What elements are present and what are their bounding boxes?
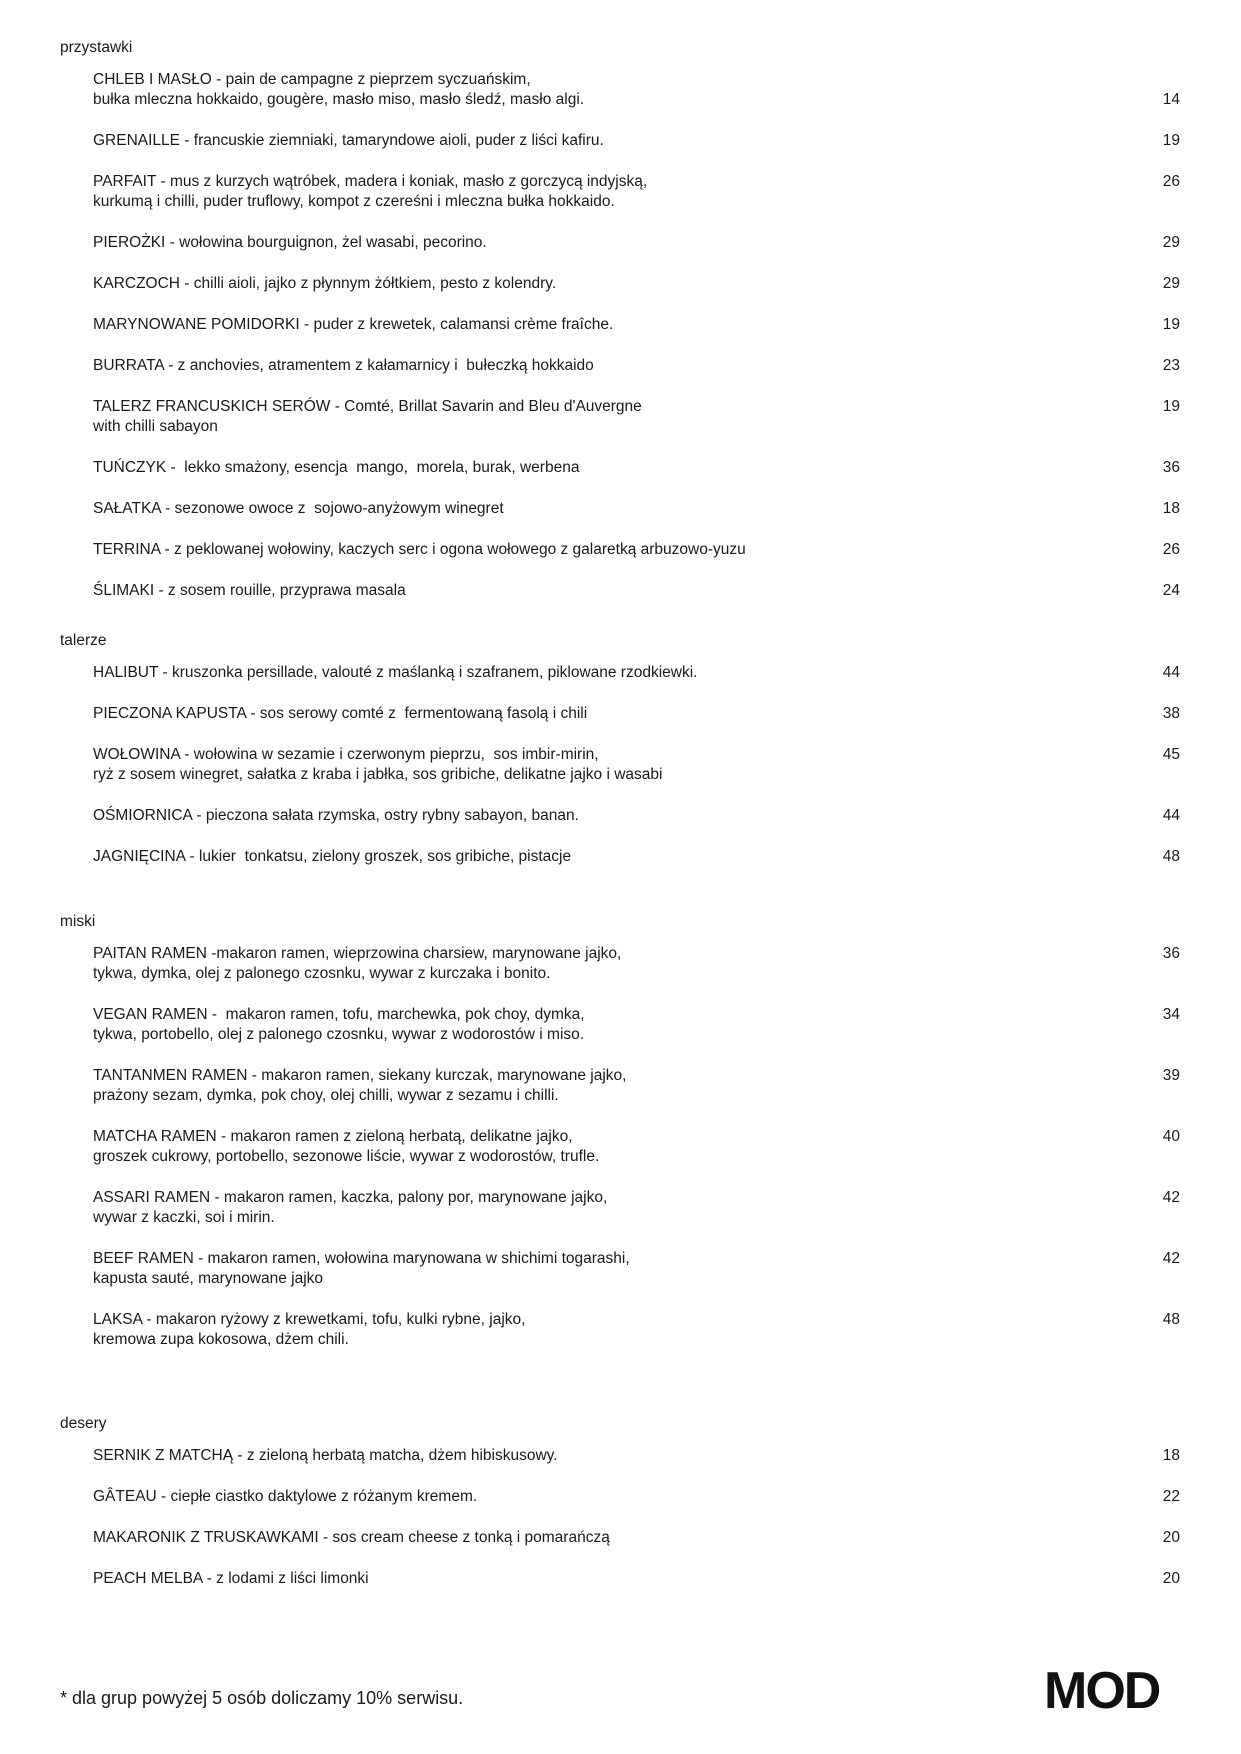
menu-items	[93, 1446, 1180, 1589]
menu-item-description	[93, 1528, 853, 1548]
menu-item-price: 39	[1162, 1067, 1180, 1084]
description-line: CHLEB I MASŁO - pain de campagne z pieprzem syczuańskim,	[93, 71, 531, 88]
description-line: ASSARI RAMEN - makaron ramen, kaczka, palony por, marynowane jajko,	[93, 1189, 608, 1206]
menu-item-description	[93, 131, 853, 151]
description-line: JAGNIĘCINA - lukier tonkatsu, zielony groszek, sos gribiche, pistacje	[93, 848, 572, 865]
menu-item-description	[93, 581, 853, 601]
menu-item	[93, 70, 1180, 110]
menu-item-price: 14	[1162, 91, 1180, 108]
description-line: GÂTEAU - ciepłe ciastko daktylowe z różanym kremem.	[93, 1488, 478, 1505]
description-line: groszek cukrowy, portobello, sezonowe liście, wywar z wodorostów, trufle.	[93, 1148, 600, 1165]
description-line: PARFAIT - mus z kurzych wątróbek, madera i koniak, masło z gorczycą indyjską,	[93, 173, 648, 190]
description-line: with chilli sabayon	[93, 418, 218, 435]
description-line: GRENAILLE - francuskie ziemniaki, tamaryndowe aioli, puder z liści kafiru.	[93, 132, 604, 149]
menu-item-description	[93, 1569, 853, 1589]
description-line: WOŁOWINA - wołowina w sezamie i czerwonym pieprzu, sos imbir-mirin,	[93, 746, 599, 763]
mod-logo: MOD	[1044, 1662, 1160, 1720]
menu-item-description	[93, 1310, 853, 1350]
menu-item-price: 44	[1162, 807, 1180, 824]
description-line: TALERZ FRANCUSKICH SERÓW - Comté, Brillat Savarin and Bleu d'Auvergne	[93, 398, 642, 415]
menu-item-price: 18	[1162, 1447, 1180, 1464]
menu-item-description	[93, 806, 853, 826]
menu-item-price: 19	[1162, 132, 1180, 149]
menu-item-description	[93, 1249, 853, 1289]
menu-item-price: 29	[1162, 275, 1180, 292]
description-line: BURRATA - z anchovies, atramentem z kałamarnicy i bułeczką hokkaido	[93, 357, 594, 374]
section-talerze	[60, 631, 1180, 888]
section-title: miski	[60, 913, 96, 930]
menu-item-price: 48	[1162, 848, 1180, 865]
menu-item	[93, 233, 1180, 253]
menu-item	[93, 540, 1180, 560]
menu-item-price: 19	[1162, 316, 1180, 333]
menu-item	[93, 1487, 1180, 1507]
service-footnote: * dla grup powyżej 5 osób doliczamy 10% serwisu.	[60, 1688, 464, 1708]
description-line: tykwa, portobello, olej z palonego czosnku, wywar z wodorostów i miso.	[93, 1026, 585, 1043]
menu-item	[93, 745, 1180, 785]
menu-item-description	[93, 704, 853, 724]
menu-item	[93, 847, 1180, 867]
description-line: ryż z sosem winegret, sałatka z kraba i jabłka, sos gribiche, delikatne jajko i wasabi	[93, 766, 663, 783]
menu-item-price: 18	[1162, 500, 1180, 517]
description-line: LAKSA - makaron ryżowy z krewetkami, tofu, kulki rybne, jajko,	[93, 1311, 526, 1328]
description-line: wywar z kaczki, soi i mirin.	[93, 1209, 275, 1226]
description-line: ŚLIMAKI - z sosem rouille, przyprawa masala	[93, 582, 406, 599]
menu-item	[93, 1249, 1180, 1289]
menu-item	[93, 1188, 1180, 1228]
menu-item	[93, 499, 1180, 519]
menu-item-price: 38	[1162, 705, 1180, 722]
menu-item	[93, 1446, 1180, 1466]
menu-item-price: 23	[1162, 357, 1180, 374]
menu-item-price: 34	[1162, 1006, 1180, 1023]
description-line: PEACH MELBA - z lodami z liści limonki	[93, 1570, 369, 1587]
menu-item-description	[93, 1487, 853, 1507]
menu-item-description	[93, 1127, 853, 1167]
section-miski	[60, 912, 1180, 1371]
description-line: kremowa zupa kokosowa, dżem chili.	[93, 1331, 349, 1348]
description-line: VEGAN RAMEN - makaron ramen, tofu, marchewka, pok choy, dymka,	[93, 1006, 585, 1023]
description-line: OŚMIORNICA - pieczona sałata rzymska, ostry rybny sabayon, banan.	[93, 807, 579, 824]
menu-item-description	[93, 663, 853, 683]
description-line: MAKARONIK Z TRUSKAWKAMI - sos cream cheese z tonką i pomarańczą	[93, 1529, 610, 1546]
menu-item-description	[93, 499, 853, 519]
menu-item	[93, 806, 1180, 826]
menu-item-description	[93, 944, 853, 984]
menu-item-description	[93, 233, 853, 253]
menu-item-price: 26	[1162, 541, 1180, 558]
description-line: MATCHA RAMEN - makaron ramen z zieloną herbatą, delikatne jajko,	[93, 1128, 573, 1145]
description-line: kapusta sauté, marynowane jajko	[93, 1270, 324, 1287]
menu-item-price: 24	[1162, 582, 1180, 599]
menu-item-description	[93, 315, 853, 335]
menu-item	[93, 1528, 1180, 1548]
menu-item	[93, 944, 1180, 984]
menu-item	[93, 1005, 1180, 1045]
menu-item-description	[93, 540, 853, 560]
section-przystawki	[60, 38, 1180, 622]
menu-item-price: 29	[1162, 234, 1180, 251]
description-line: tykwa, dymka, olej z palonego czosnku, wywar z kurczaka i bonito.	[93, 965, 551, 982]
menu-item-description	[93, 1066, 853, 1106]
menu-item	[93, 1310, 1180, 1350]
menu-item	[93, 397, 1180, 437]
menu-item-description	[93, 172, 853, 212]
description-line: PAITAN RAMEN -makaron ramen, wieprzowina charsiew, marynowane jajko,	[93, 945, 622, 962]
menu-item-price: 40	[1162, 1128, 1180, 1145]
section-title: desery	[60, 1415, 107, 1432]
menu-item	[93, 1127, 1180, 1167]
menu-item-price: 20	[1162, 1529, 1180, 1546]
description-line: TERRINA - z peklowanej wołowiny, kaczych serc i ogona wołowego z galaretką arbuzowo-yuzu	[93, 541, 746, 558]
menu-item-description	[93, 745, 853, 785]
description-line: TUŃCZYK - lekko smażony, esencja mango, morela, burak, werbena	[93, 459, 580, 476]
menu-item-description	[93, 1188, 853, 1228]
menu-items	[93, 663, 1180, 867]
description-line: MARYNOWANE POMIDORKI - puder z krewetek, calamansi crème fraîche.	[93, 316, 614, 333]
menu-item-description	[93, 847, 853, 867]
description-line: prażony sezam, dymka, pok choy, olej chilli, wywar z sezamu i chilli.	[93, 1087, 559, 1104]
description-line: KARCZOCH - chilli aioli, jajko z płynnym żółtkiem, pesto z kolendry.	[93, 275, 557, 292]
menu-item-price: 26	[1162, 173, 1180, 190]
menu-item-price: 36	[1162, 945, 1180, 962]
description-line: HALIBUT - kruszonka persillade, valouté z maślanką i szafranem, piklowane rzodkiewki.	[93, 664, 698, 681]
menu-item-price: 45	[1162, 746, 1180, 763]
menu-item	[93, 172, 1180, 212]
menu-item-price: 48	[1162, 1311, 1180, 1328]
description-line: SAŁATKA - sezonowe owoce z sojowo-anyżowym winegret	[93, 500, 504, 517]
menu-item-price: 44	[1162, 664, 1180, 681]
menu-item-price: 20	[1162, 1570, 1180, 1587]
menu-item-description	[93, 1446, 853, 1466]
menu-item-price: 22	[1162, 1488, 1180, 1505]
menu-item	[93, 581, 1180, 601]
menu-item-description	[93, 1005, 853, 1045]
menu-item-price: 19	[1162, 398, 1180, 415]
menu-item	[93, 1569, 1180, 1589]
description-line: BEEF RAMEN - makaron ramen, wołowina marynowana w shichimi togarashi,	[93, 1250, 630, 1267]
description-line: PIEROŻKI - wołowina bourguignon, żel wasabi, pecorino.	[93, 234, 487, 251]
menu-item-price: 42	[1162, 1250, 1180, 1267]
menu-item-description	[93, 356, 853, 376]
menu-item-description	[93, 274, 853, 294]
section-title: talerze	[60, 632, 107, 649]
menu-item-description	[93, 70, 853, 110]
menu-item-price: 36	[1162, 459, 1180, 476]
menu-item	[93, 315, 1180, 335]
menu-item	[93, 663, 1180, 683]
menu-item	[93, 458, 1180, 478]
description-line: kurkumą i chilli, puder truflowy, kompot z czereśni i mleczna bułka hokkaido.	[93, 193, 615, 210]
section-title: przystawki	[60, 39, 133, 56]
menu-items	[93, 944, 1180, 1350]
description-line: SERNIK Z MATCHĄ - z zieloną herbatą matcha, dżem hibiskusowy.	[93, 1447, 558, 1464]
description-line: PIECZONA KAPUSTA - sos serowy comté z fermentowaną fasolą i chili	[93, 705, 588, 722]
menu-item-description	[93, 397, 853, 437]
menu-item-price: 42	[1162, 1189, 1180, 1206]
description-line: TANTANMEN RAMEN - makaron ramen, siekany kurczak, marynowane jajko,	[93, 1067, 627, 1084]
menu-item	[93, 274, 1180, 294]
menu-item	[93, 704, 1180, 724]
menu-item-description	[93, 458, 853, 478]
menu-item	[93, 131, 1180, 151]
menu-items	[93, 70, 1180, 601]
menu-item	[93, 356, 1180, 376]
menu-item	[93, 1066, 1180, 1106]
section-desery	[60, 1414, 1180, 1610]
description-line: bułka mleczna hokkaido, gougère, masło miso, masło śledź, masło algi.	[93, 91, 585, 108]
